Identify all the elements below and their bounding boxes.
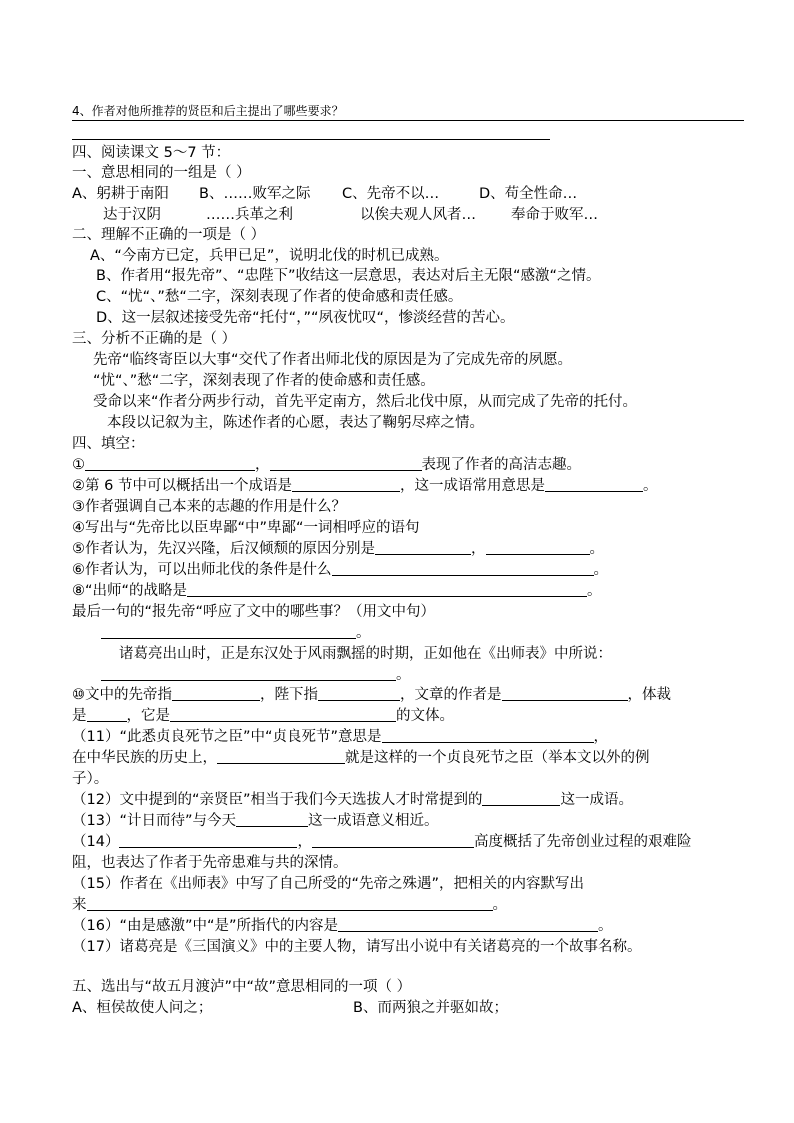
- fill-blank[interactable]: [187, 581, 587, 597]
- fill-5-end: 。: [589, 541, 604, 557]
- fill-blank[interactable]: [101, 665, 396, 681]
- fill-blank[interactable]: [382, 727, 594, 743]
- fill-blank[interactable]: [87, 895, 493, 911]
- fill-10: [72, 685, 754, 705]
- fill-12-b: 这一成语。: [560, 792, 633, 808]
- fill-14: [72, 832, 754, 852]
- fill-11-d: 就是这样的一个贞良死节之臣（举本文以外的例: [345, 750, 650, 766]
- fill-5-comma: ，: [471, 541, 486, 557]
- answer-line[interactable]: [72, 120, 744, 121]
- fill-6-end: 。: [593, 562, 608, 578]
- s3-line-1: 先帝“临终寄臣以大事“交代了作者出师北伐的原因是为了完成先帝的夙愿。: [93, 352, 573, 368]
- fill-blank[interactable]: [172, 685, 260, 701]
- fill-12: [72, 790, 754, 810]
- question-4: 4、作者对他所推荐的贤臣和后主提出了哪些要求？: [72, 104, 344, 118]
- fill-blank[interactable]: [236, 811, 308, 827]
- answer-line[interactable]: [72, 139, 550, 140]
- fill-8-end: 。: [587, 583, 602, 599]
- s1-opt-b1: B、……败军之际: [199, 186, 311, 202]
- fill-10-a: ⑩文中的先帝指: [72, 687, 172, 703]
- fill-15-c: 。: [492, 897, 507, 913]
- fill-16-b: 。: [598, 918, 613, 934]
- fill-1-text: 表现了作者的高洁志趣。: [421, 457, 581, 473]
- s2-option-b: B、作者用“报先帝”、“忠陛下”收结这一层意思，表达对后主无限“感激“之情。: [96, 268, 601, 284]
- s3-title: 三、分析不正确的是（ ）: [72, 331, 237, 347]
- fill-16-a: （16）“由是感激”中“是”所指代的内容是: [72, 918, 338, 934]
- fill-blank[interactable]: [119, 832, 297, 848]
- fill-11-a: （11）“此悉贞良死节之臣”中“贞良死节”意思是: [72, 729, 382, 745]
- fill-blank[interactable]: [87, 706, 127, 722]
- fill-15-line2: [72, 895, 754, 915]
- fill-blank[interactable]: [338, 916, 598, 932]
- s1-options-row2: [103, 205, 754, 225]
- fill-2-text: ②第 6 节中可以概括出一个成语是: [72, 478, 292, 494]
- fill-15-b: 来: [72, 897, 87, 913]
- fill-10-g: 的文体。: [396, 708, 454, 724]
- fill-blank[interactable]: [292, 476, 400, 492]
- fill-11-c: 在中华民族的历史上，: [72, 750, 217, 766]
- s2-option-a: A、“今南方已定，兵甲已足”，说明北伐的时机已成熟。: [90, 248, 449, 264]
- fill-14-a: （14）: [72, 834, 120, 850]
- section-4-title: 四、阅读课文 5～7 节：: [72, 145, 231, 161]
- fill-blank[interactable]: [502, 685, 628, 701]
- last-end: 。: [356, 625, 371, 641]
- fill-blank[interactable]: [545, 476, 643, 492]
- zhuge-answer: [101, 665, 754, 685]
- s1-opt-c2: 以俟夫观人风者…: [360, 207, 476, 223]
- s3-line-2: “忧“、”愁“二字，深刻表现了作者的使命感和责任感。: [93, 373, 435, 389]
- s1-opt-d2: 奉命于败军…: [511, 207, 598, 223]
- fill-16: [72, 916, 754, 936]
- fill-11-line3: 子）。: [72, 771, 109, 787]
- fill-15: （15）作者在《出师表》中写了自己所受的“先帝之殊遇”，把相关的内容默写出: [72, 876, 584, 892]
- fill-blank[interactable]: [270, 455, 422, 471]
- fill-13: [72, 811, 754, 831]
- fill-6-text: ⑥作者认为，可以出师北伐的条件是什么: [72, 562, 332, 578]
- fill-10-e: 是: [72, 708, 87, 724]
- s3-line-4: 本段以记叙为主，陈述作者的心愿，表达了鞠躬尽瘁之情。: [107, 415, 484, 431]
- fill-blank[interactable]: [101, 623, 356, 639]
- fill-3: ③作者强调自己本来的志趣的作用是什么？: [72, 499, 346, 515]
- zhuge-line: 诸葛亮出山时，正是东汉处于风雨飘摇的时期，正如他在《出师表》中所说：: [119, 646, 612, 662]
- s5-option-a: A、桓侯故使人问之；: [72, 1000, 213, 1016]
- fill-10-line2: [72, 706, 754, 726]
- s5-options: [72, 998, 754, 1018]
- s2-option-d: D、这一层叙述接受先帝“托付“，”“夙夜忧叹“，惨淡经营的苦心。: [96, 310, 515, 326]
- fill-10-f: ，它是: [126, 708, 170, 724]
- fill-1: [72, 455, 754, 475]
- fill-12-a: （12）文中提到的“亲贤臣”相当于我们今天选拔人才时常提到的: [72, 792, 483, 808]
- s4-title: 四、填空：: [72, 436, 145, 452]
- fill-2-text-b: ，这一成语常用意思是: [399, 478, 545, 494]
- fill-blank[interactable]: [332, 560, 594, 576]
- fill-5: [72, 539, 754, 559]
- fill-4: ④写出与“先帝比以臣卑鄙“中”卑鄙“一词相呼应的语句: [72, 520, 420, 536]
- fill-6: [72, 560, 754, 580]
- s1-opt-a2: 达于汉阴: [103, 207, 161, 223]
- s5-option-b: B、而两狼之并驱如故；: [353, 1000, 508, 1016]
- fill-11-line2: [72, 748, 754, 768]
- fill-8: [72, 581, 754, 601]
- s1-title: 一、意思相同的一组是（ ）: [72, 165, 251, 181]
- fill-14-c: 高度概括了先帝创业过程的艰难险: [473, 834, 692, 850]
- fill-13-a: （13）“计日而待”与今天: [72, 813, 236, 829]
- fill-1-comma: ，: [255, 457, 270, 473]
- fill-blank[interactable]: [318, 685, 400, 701]
- s1-options-row1: [72, 184, 754, 204]
- fill-2-end: 。: [642, 478, 658, 494]
- fill-blank[interactable]: [482, 790, 560, 806]
- fill-10-d: ，体裁: [627, 687, 671, 703]
- s3-line-3: 受命以来“作者分两步行动，首先平定南方，然后北伐中原，从而完成了先帝的托付。: [93, 394, 638, 410]
- fill-10-b: ，陛下指: [260, 687, 318, 703]
- fill-blank[interactable]: [375, 539, 471, 555]
- fill-11-b: ，: [593, 729, 608, 745]
- last-sentence-answer: [101, 623, 754, 643]
- fill-13-b: 这一成语意义相近。: [307, 813, 439, 829]
- fill-blank[interactable]: [170, 706, 396, 722]
- fill-blank[interactable]: [312, 832, 474, 848]
- s1-opt-d1: D、苟全性命…: [479, 186, 578, 202]
- s1-opt-b2: ……兵革之利: [206, 207, 293, 223]
- zhuge-end: 。: [396, 667, 411, 683]
- fill-blank[interactable]: [486, 539, 590, 555]
- s2-title: 二、理解不正确的一项是（ ）: [72, 227, 266, 243]
- fill-8-text: ⑧“出师“的战略是: [72, 583, 188, 599]
- fill-blank[interactable]: [85, 455, 255, 471]
- fill-blank[interactable]: [217, 748, 345, 764]
- fill-10-c: ，文章的作者是: [400, 687, 502, 703]
- s2-option-c: C、“忧“、”愁“二字，深刻表现了作者的使命感和责任感。: [96, 289, 463, 305]
- fill-5-text: ⑤作者认为，先汉兴隆，后汉倾颓的原因分别是: [72, 541, 375, 557]
- s5-title: 五、选出与“故五月渡泸”中“故”意思相同的一项（ ）: [72, 979, 412, 995]
- s1-opt-a1: A、躬耕于南阳: [72, 186, 169, 202]
- fill-14-line2: 阻，也表达了作者于先帝患难与共的深情。: [72, 855, 348, 871]
- fill-2: [72, 476, 754, 496]
- fill-17: （17）诸葛亮是《三国演义》中的主要人物，请写出小说中有关诸葛亮的一个故事名称。: [72, 939, 642, 955]
- fill-14-b: ，: [297, 834, 312, 850]
- fill-11: [72, 727, 754, 747]
- s1-opt-c1: C、先帝不以…: [342, 186, 440, 202]
- last-sentence-question: 最后一句的“报先帝“呼应了文中的哪些事？（用文中句）: [72, 604, 436, 620]
- fill-1-num: ①: [72, 457, 85, 473]
